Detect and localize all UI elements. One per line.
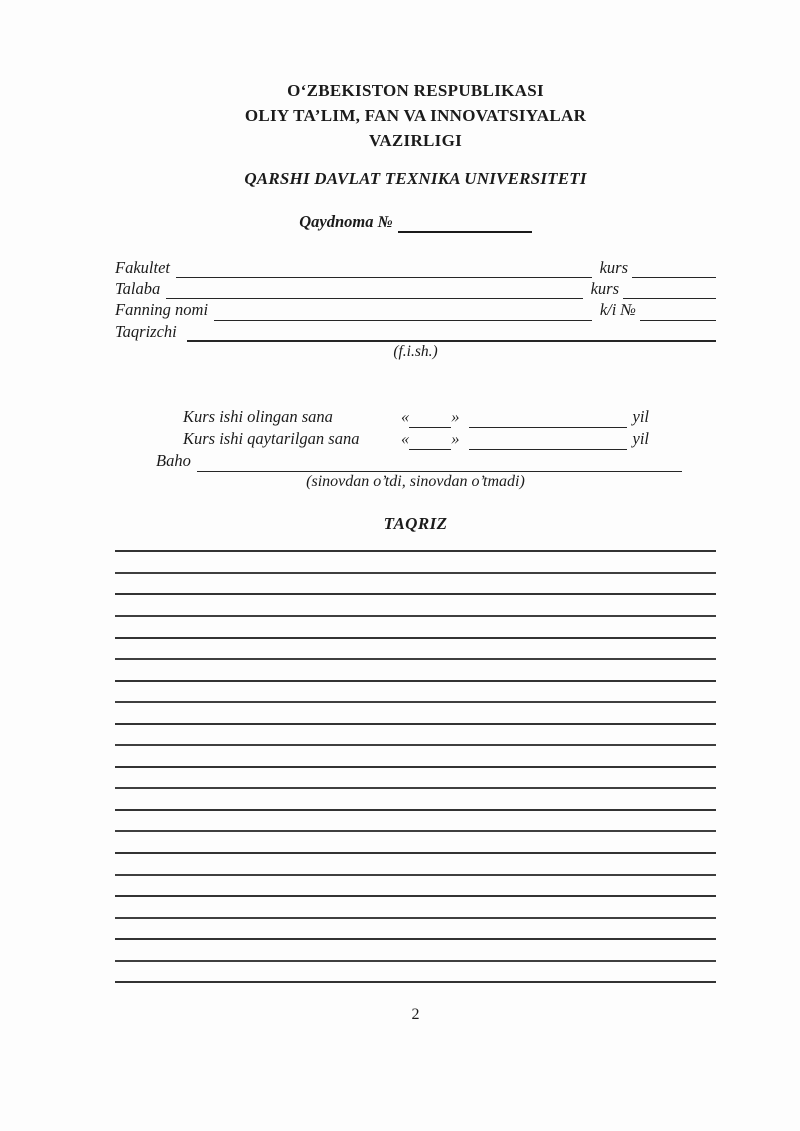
talaba-kurs-label: kurs xyxy=(590,279,619,299)
dates-section xyxy=(115,406,716,492)
field-row-taqrizchi xyxy=(115,321,716,342)
ruled-line xyxy=(115,766,716,788)
date-row-returned xyxy=(183,428,716,450)
ruled-line xyxy=(115,593,716,615)
ki-number-blank xyxy=(640,304,716,321)
field-row-fanning-nomi xyxy=(115,299,716,320)
ruled-line xyxy=(115,701,716,723)
taqrizchi-label: Taqrizchi xyxy=(115,321,177,341)
ministry-line-1: O‘ZBEKISTON RESPUBLIKASI xyxy=(287,81,544,100)
ruled-line xyxy=(115,723,716,745)
ruled-line xyxy=(115,981,716,1003)
fakultet-label: Fakultet xyxy=(115,257,170,277)
talaba-blank xyxy=(166,282,582,299)
ruled-line xyxy=(115,550,716,572)
ruled-line xyxy=(115,787,716,809)
talaba-label: Talaba xyxy=(115,279,161,299)
form-fields xyxy=(115,257,716,362)
ruled-lines xyxy=(115,550,716,1002)
close-quote: » xyxy=(451,429,460,449)
fanning-nomi-blank xyxy=(214,304,592,321)
ruled-line xyxy=(115,874,716,896)
ruled-line xyxy=(115,960,716,982)
ruled-line xyxy=(115,895,716,917)
date-received-label: Kurs ishi olingan sana xyxy=(183,407,333,427)
ruled-line xyxy=(115,830,716,852)
field-row-talaba xyxy=(115,278,716,299)
ruled-line xyxy=(115,615,716,637)
ministry-line-3: VAZIRLIGI xyxy=(368,131,463,150)
open-quote: « xyxy=(401,429,410,449)
fio-note: (f.i.sh.) xyxy=(393,342,438,360)
month-blank xyxy=(469,433,627,450)
grade-row xyxy=(156,450,682,472)
taqrizchi-blank xyxy=(187,324,716,342)
ruled-line xyxy=(115,680,716,702)
fanning-nomi-label: Fanning nomi xyxy=(115,300,209,320)
baho-label: Baho xyxy=(156,451,191,471)
talaba-kurs-blank xyxy=(623,282,716,299)
record-number-row xyxy=(115,211,716,233)
ruled-line xyxy=(115,572,716,594)
open-quote: « xyxy=(401,407,410,427)
ruled-line xyxy=(115,852,716,874)
record-number-label: Qaydnoma № xyxy=(299,212,393,231)
ruled-line xyxy=(115,809,716,831)
ruled-line xyxy=(115,658,716,680)
day-blank xyxy=(409,413,451,428)
ministry-line-2: OLIY TA’LIM, FAN VA INNOVATSIYALAR xyxy=(244,106,587,125)
ki-number-label: k/i № xyxy=(599,300,636,320)
fakultet-blank xyxy=(176,261,592,278)
yil-label: yil xyxy=(632,429,649,449)
month-blank xyxy=(469,411,627,428)
date-returned-label: Kurs ishi qaytarilgan sana xyxy=(183,429,360,449)
university-name: QARSHI DAVLAT TEXNIKA UNIVERSITETI xyxy=(244,169,587,188)
ministry-header xyxy=(115,78,716,153)
grade-note: (sinovdan o’tdi, sinovdan o’tmadi) xyxy=(306,473,525,491)
ruled-line xyxy=(115,637,716,659)
ruled-line xyxy=(115,938,716,960)
field-row-fakultet xyxy=(115,257,716,278)
fakultet-kurs-blank xyxy=(632,261,716,278)
record-number-blank xyxy=(398,213,532,233)
fakultet-kurs-label: kurs xyxy=(599,257,628,277)
day-blank xyxy=(409,435,451,450)
ruled-line xyxy=(115,917,716,939)
baho-blank xyxy=(197,455,682,472)
close-quote: » xyxy=(451,407,460,427)
review-title: TAQRIZ xyxy=(383,514,448,534)
ruled-line xyxy=(115,744,716,766)
date-row-received xyxy=(183,406,716,428)
page-number: 2 xyxy=(411,1005,420,1023)
yil-label: yil xyxy=(632,407,649,427)
